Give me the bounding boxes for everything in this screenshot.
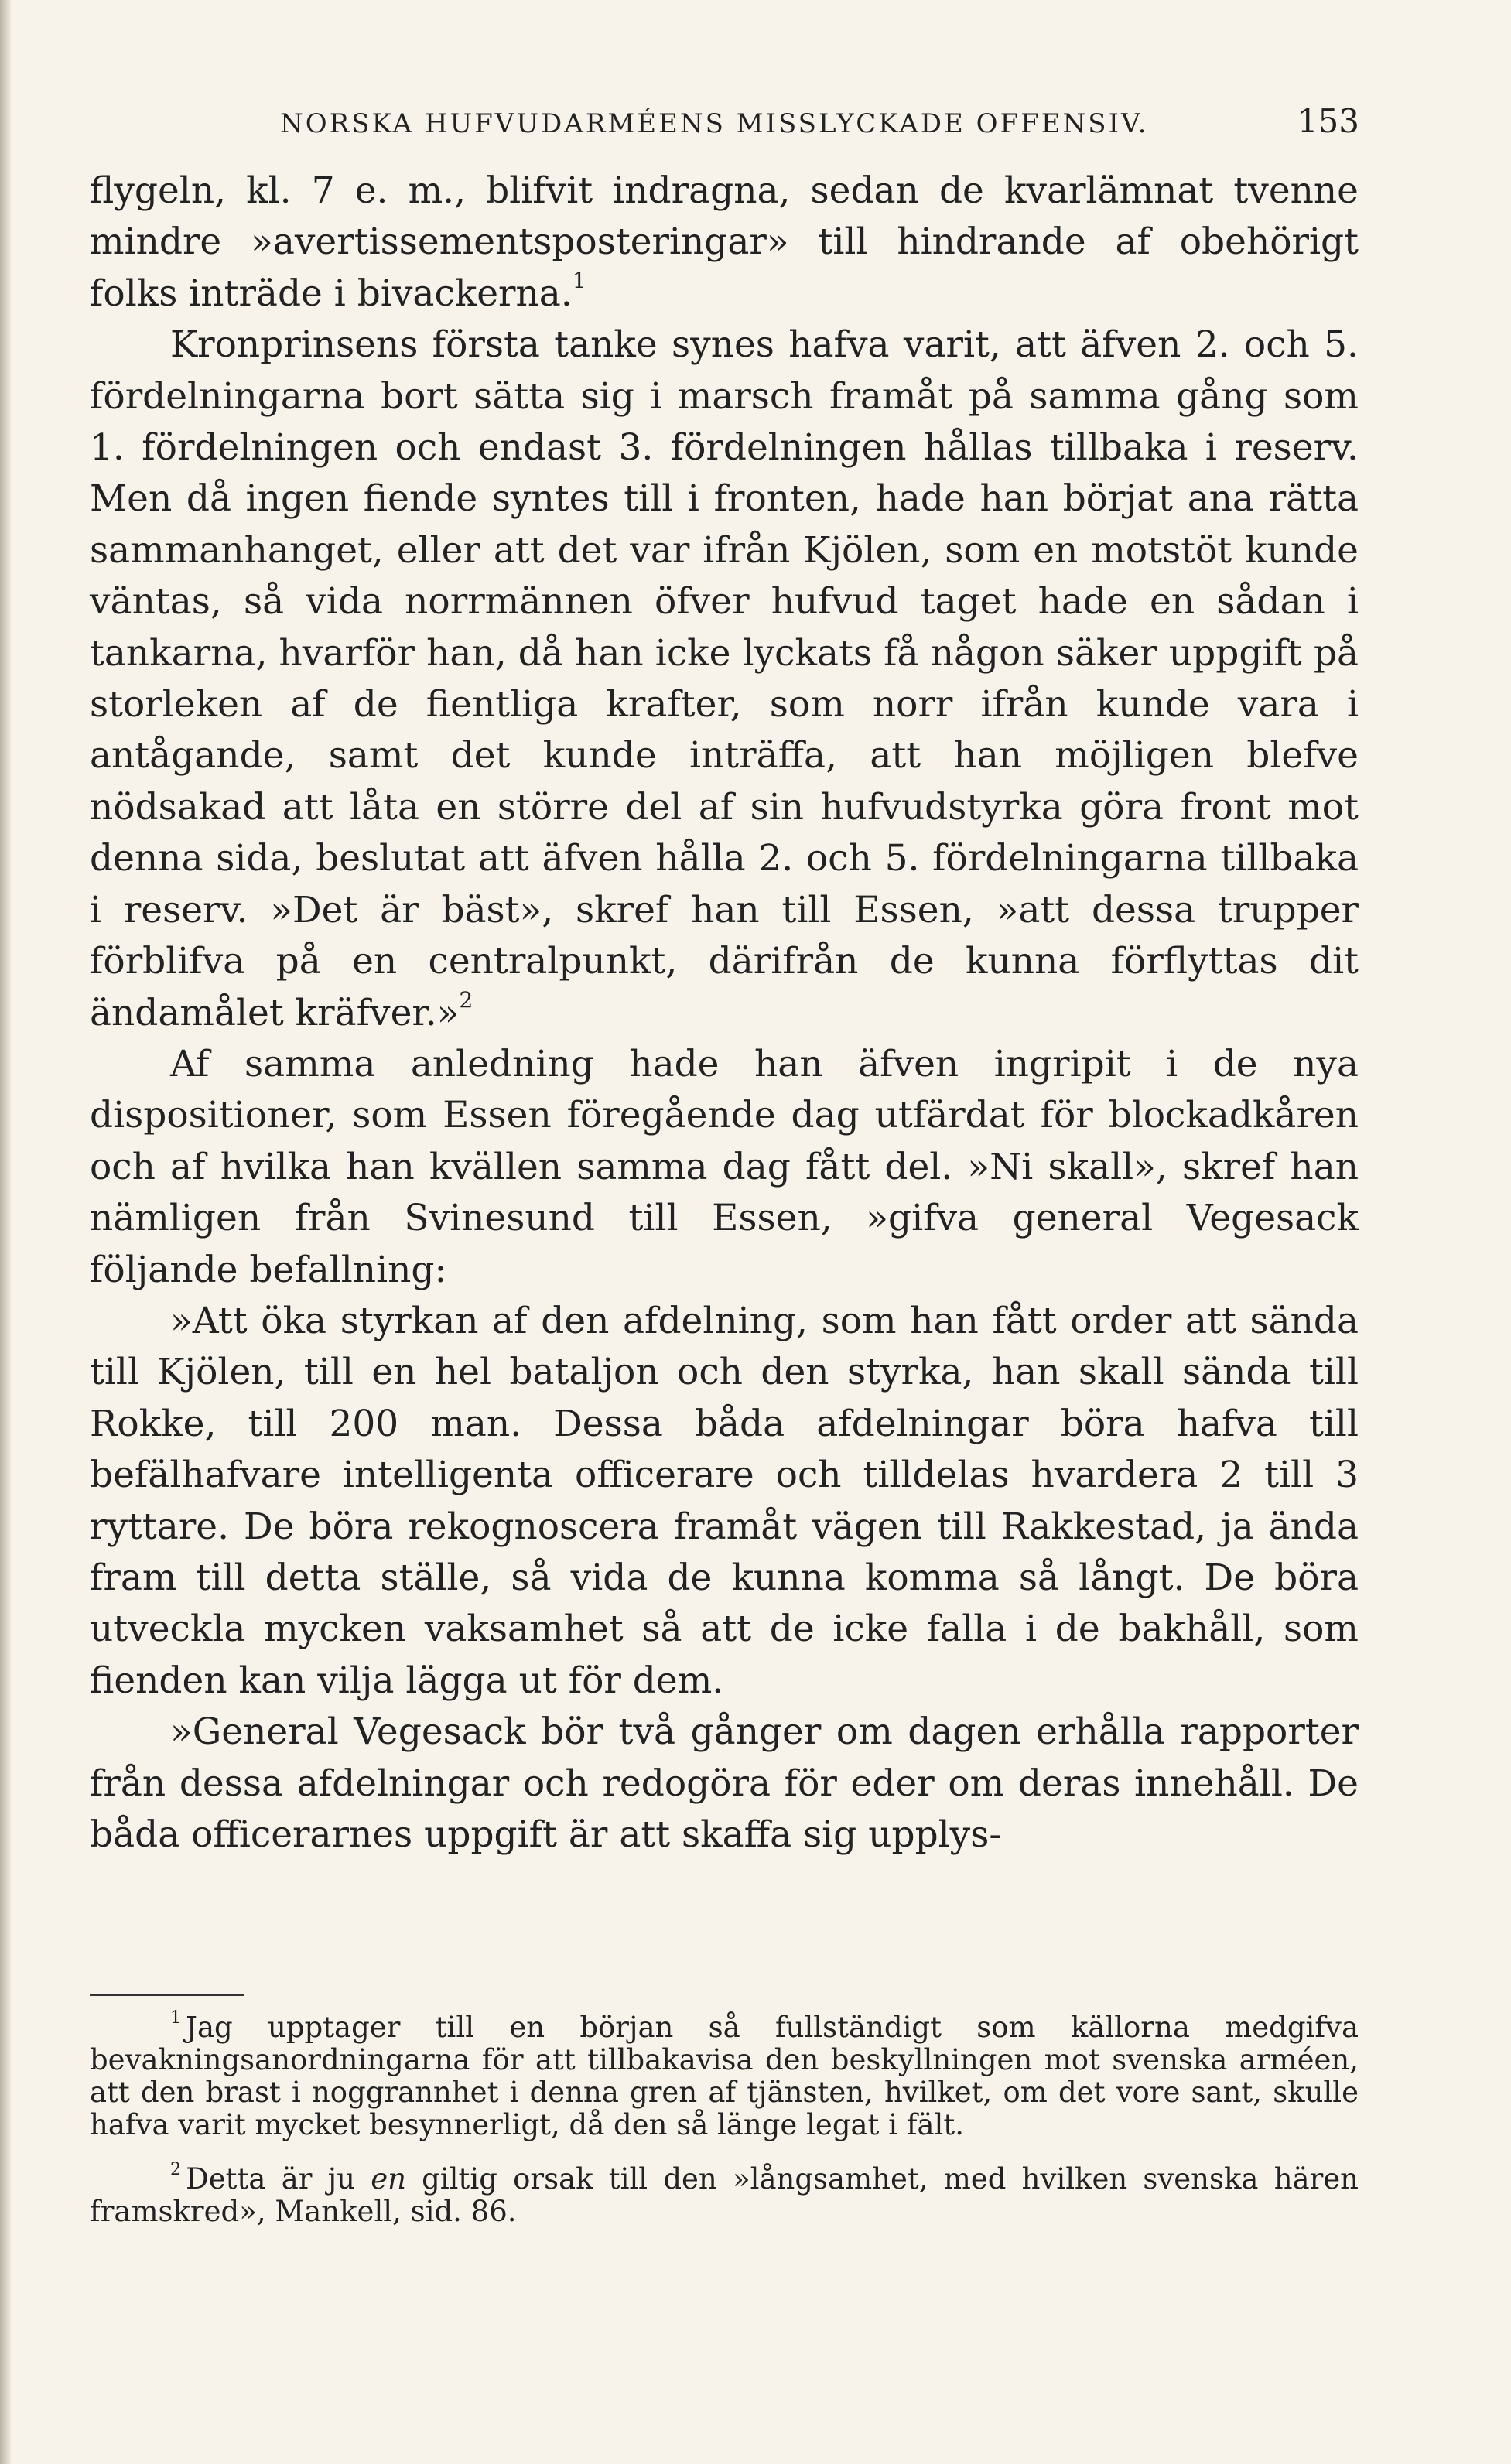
- footnote-ref: 1: [572, 268, 586, 294]
- paragraph: [90, 1707, 1359, 1861]
- paragraph-text: »Att öka styrkan af den afdelning, som han fått order att sända till Kjölen, till en hel bataljon och den styrka, han skall sända till Rokke, till 200 man. Dessa båda afdelningar böra hafva till befälhafvare intelligenta officerare och tilldelas hvardera 2 till 3 ryttare. De böra rekognoscera framåt vägen till Rakkestad, ja ända fram till detta ställe, så vida de kunna komma så långt. De böra utveckla mycken vaksamhet så att de icke falla i de bakhåll, som fienden kan vilja lägga ut för dem.: [90, 1299, 1359, 1702]
- paragraph-text: Af samma anledning hade han äfven ingripit i de nya dispositioner, som Essen föregående dag utfärdat för blockadkåren och af hvilka han kvällen samma dag fått del. »Ni skall», skref han nämligen från Svinesund till Essen, »gifva general Vegesack följande befallning:: [90, 1042, 1359, 1291]
- page-number: 153: [1297, 102, 1359, 140]
- footnote-text: Jag upptager till en början så fullständigt som källorna medgifva bevakningsanordningarna för att tillbakavisa den beskyllningen mot svenska arméen, att den brast i noggrannhet i denna gren af tjänsten, hvilket, om det vore sant, skulle hafva varit mycket besynnerligt, då den så länge legat i fält.: [90, 2011, 1359, 2141]
- footnote-rule: [90, 1994, 244, 1996]
- paragraph: [90, 1039, 1359, 1296]
- page-header: [90, 102, 1359, 140]
- footnote-mark: 2: [170, 2159, 182, 2180]
- paragraph-text: »General Vegesack bör två gånger om dagen erhålla rapporter från dessa afdelningar och redogöra för eder om deras innehåll. De båda officerarnes uppgift är att skaffa sig upplys-: [90, 1710, 1359, 1856]
- body-text: [90, 166, 1359, 1861]
- footnote: [90, 2159, 1359, 2228]
- paragraph-text: flygeln, kl. 7 e. m., blifvit indragna, sedan de kvarlämnat tvenne mindre »avertissementsposteringar» till hindrande af obehörigt folks inträde i bivackerna.: [90, 169, 1359, 315]
- footnote-text: Detta är ju: [186, 2162, 371, 2196]
- footnote-mark: 1: [170, 2008, 182, 2028]
- footnote-ref: 2: [459, 986, 473, 1013]
- page-edge: [0, 0, 11, 2464]
- footnotes: [90, 2008, 1359, 2250]
- footnote-text: giltig orsak till den »långsamhet, med hvilken svenska hären framskred», Mankell, sid. 86.: [90, 2162, 1359, 2228]
- paragraph: [90, 1296, 1359, 1707]
- paragraph-text: Kronprinsens första tanke synes hafva varit, att äfven 2. och 5. fördelningarna bort sätta sig i marsch framåt på samma gång som 1. fördelningen och endast 3. fördelningen hållas tillbaka i reserv. Men då ingen fiende syntes till i fronten, hade han börjat ana rätta sammanhanget, eller att det var ifrån Kjölen, som en motstöt kunde väntas, så vida norrmännen öfver hufvud taget hade en sådan i tankarna, hvarför han, då han icke lyckats få någon säker uppgift på storleken af de fientliga krafter, som norr ifrån kunde vara i antågande, samt det kunde inträffa, att han möjligen blefve nödsakad att låta en större del af sin hufvudstyrka göra front mot denna sida, beslutat att äfven hålla 2. och 5. fördelningarna tillbaka i reserv. »Det är bäst», skref han till Essen, »att dessa trupper förblifva på en centralpunkt, därifrån de kunna förflyttas dit ändamålet kräfver.»: [90, 323, 1359, 1034]
- paragraph: [90, 320, 1359, 1039]
- footnote: [90, 2008, 1359, 2141]
- footnote-emphasis: en: [371, 2162, 406, 2196]
- running-head: NORSKA HUFVUDARMÉENS MISSLYCKADE OFFENSIV.: [280, 108, 1149, 139]
- paragraph: [90, 166, 1359, 320]
